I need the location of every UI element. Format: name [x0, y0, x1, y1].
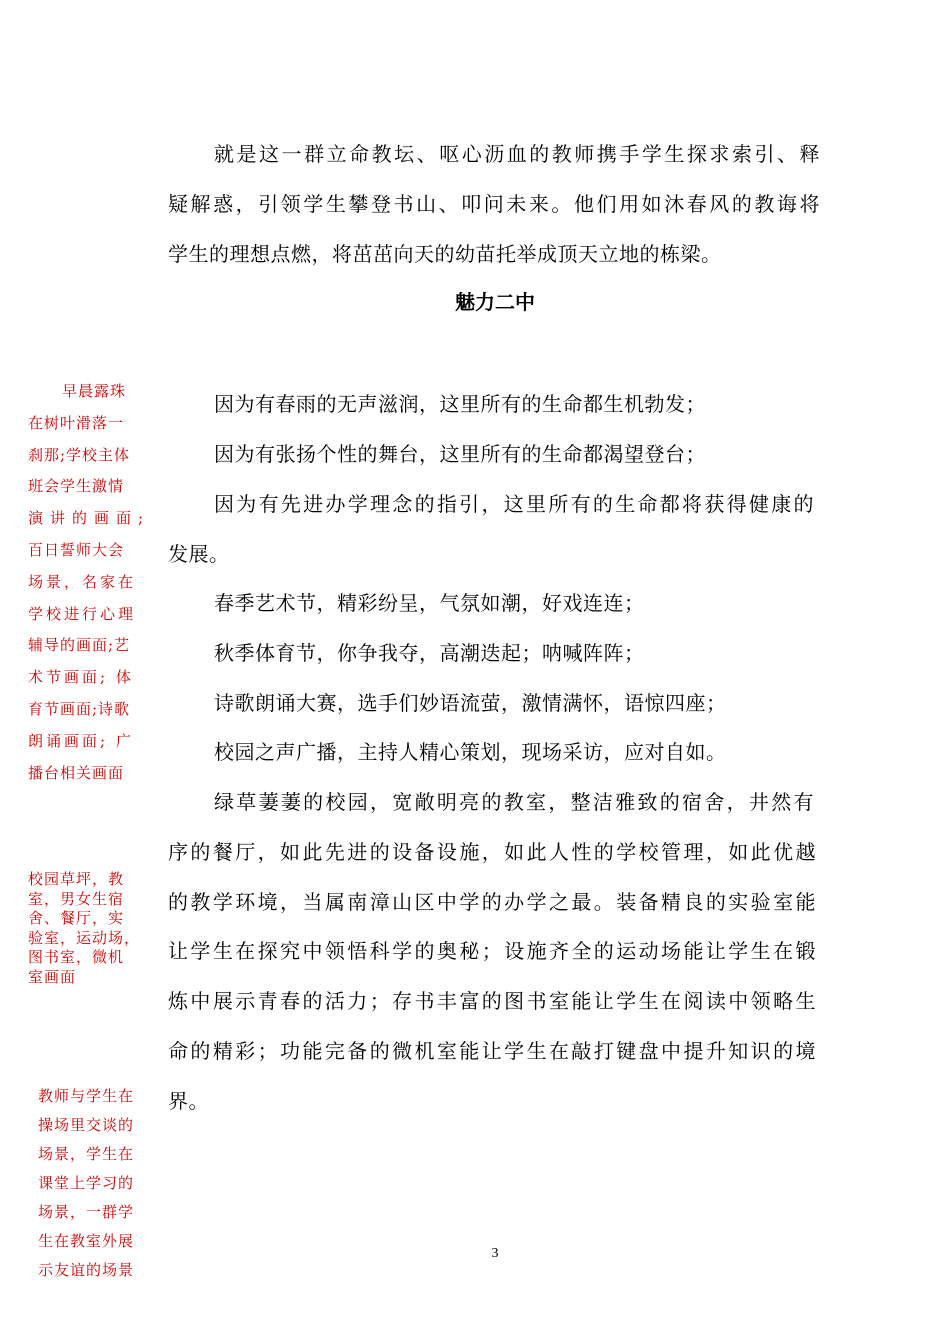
side-note-line: 校园草坪，教 [28, 870, 125, 888]
side-note-line: 室，男女生宿 [28, 889, 125, 908]
body-line: 界。 [168, 1089, 209, 1113]
side-note-line: 场景，一群学 [38, 1203, 135, 1221]
body-line: 绿草萋萋的校园，宽敞明亮的教室，整洁雅致的宿舍，井然有 [214, 790, 814, 814]
side-note-line: 演讲的画面; [28, 509, 151, 528]
page-number: 3 [491, 1246, 499, 1261]
side-note-line: 辅导的画面;艺 [28, 636, 131, 655]
side-note-line: 教师与学生在 [38, 1087, 135, 1105]
side-note-line: 室画面 [28, 967, 77, 986]
side-note-line: 刹那;学校主体 [28, 445, 131, 464]
body-line: 命的精彩；功能完备的微机室能让学生在敲打键盘中提升知识的境 [168, 1039, 816, 1063]
body-line: 春季艺术节，精彩纷呈，气氛如潮，好戏连连； [214, 591, 645, 615]
side-note-morning [28, 376, 150, 789]
side-note-line: 百日誓师大会 [28, 540, 125, 559]
side-note-line: 示友谊的场景 [38, 1261, 135, 1279]
side-note-line: 术节画面; 体 [28, 668, 134, 687]
body-line: 序的餐厅，如此先进的设备设施，如此人性的学校管理，如此优越 [168, 840, 816, 864]
body-line: 诗歌朗诵大赛，选手们妙语流萤，激情满怀，语惊四座； [214, 691, 727, 715]
side-note-line: 生在教室外展 [38, 1232, 135, 1250]
body-line: 让学生在探究中领悟科学的奥秘；设施齐全的运动场能让学生在锻 [168, 939, 816, 963]
side-note-line: 验室，运动场， [28, 928, 141, 947]
side-note-line: 学校进行心理 [28, 604, 137, 623]
side-note-line: 舍、餐厅，实 [28, 909, 125, 927]
side-note-line: 播台相关画面 [28, 763, 125, 782]
side-note-campus [28, 870, 140, 987]
side-note-line: 图书室，微机 [28, 948, 125, 966]
side-note-line: 早晨露珠 [62, 382, 127, 400]
side-note-line: 朗诵画面; 广 [28, 731, 134, 750]
side-note-line: 在树叶滑落一 [28, 413, 125, 432]
side-note-line: 课堂上学习的 [38, 1174, 135, 1192]
section-title: 魅力二中 [455, 290, 535, 314]
side-note-line: 场景，名家在 [28, 572, 137, 591]
side-note-line: 班会学生激情 [28, 477, 125, 496]
body-line: 炼中展示青春的活力；存书丰富的图书室能让学生在阅读中领略生 [168, 989, 816, 1013]
body-line: 校园之声广播，主持人精心策划，现场采访，应对自如。 [214, 740, 727, 764]
intro-line: 学生的理想点燃，将茁茁向天的幼苗托举成顶天立地的栋梁。 [168, 242, 722, 266]
intro-line: 疑解惑，引领学生攀登书山、叩问未来。他们用如沐春风的教诲将 [168, 192, 820, 216]
side-note-line: 育节画面;诗歌 [28, 699, 131, 718]
body-line: 秋季体育节，你争我夺，高潮迭起；呐喊阵阵； [214, 641, 645, 665]
body-line: 因为有春雨的无声滋润，这里所有的生命都生机勃发； [214, 392, 706, 416]
intro-line: 就是这一群立命教坛、呕心沥血的教师携手学生探求索引、释 [214, 142, 820, 166]
body-line: 因为有张扬个性的舞台，这里所有的生命都渴望登台； [214, 442, 706, 466]
body-line: 因为有先进办学理念的指引，这里所有的生命都将获得健康的 [214, 492, 814, 516]
body-line: 的教学环境，当属南漳山区中学的办学之最。装备精良的实验室能 [168, 890, 816, 914]
side-note-line: 操场里交谈的 [38, 1116, 135, 1134]
body-line: 发展。 [168, 542, 230, 566]
side-note-line: 场景，学生在 [38, 1145, 135, 1163]
